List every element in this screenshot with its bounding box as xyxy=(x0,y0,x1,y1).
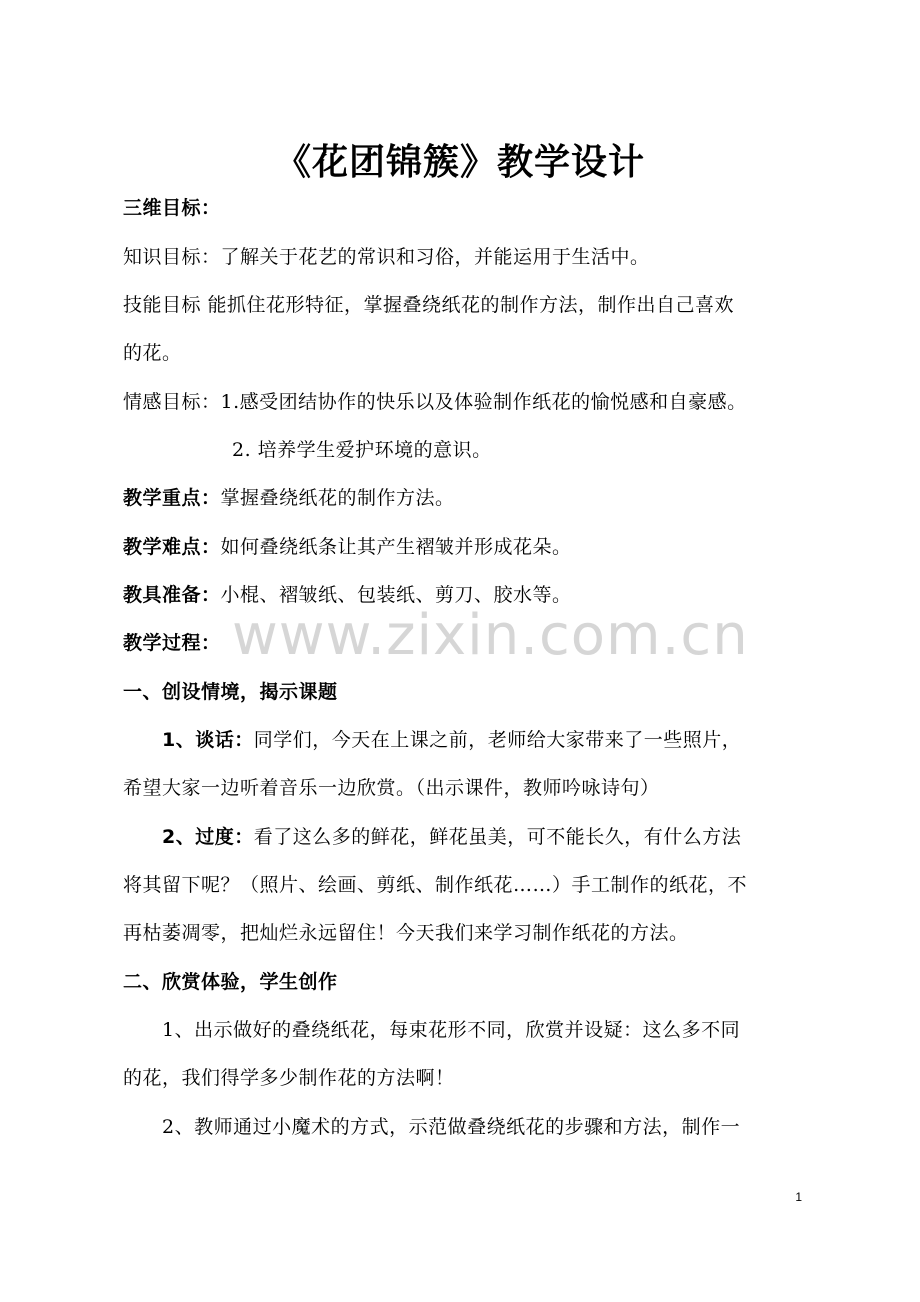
s1-p1-text: 同学们，今天在上课之前，老师给大家带来了一些照片， xyxy=(253,729,742,751)
s1-p2-line2: 将其留下呢？（照片、绘画、剪纸、制作纸花……）手工制作的纸花，不 xyxy=(123,874,748,896)
tools-label: 教具准备： xyxy=(123,584,221,606)
process-label: 教学过程： xyxy=(123,632,221,654)
key-point-label: 教学重点： xyxy=(123,487,221,509)
goals-heading: 三维目标： xyxy=(123,197,221,219)
s2-p2-line1: 2、教师通过小魔术的方式，示范做叠绕纸花的步骤和方法，制作一 xyxy=(162,1116,741,1138)
document-title: 《花团锦簇》教学设计 xyxy=(274,142,645,183)
key-point xyxy=(123,483,813,510)
s1-paragraph1 xyxy=(162,725,852,752)
s1-p1-label: 1、谈话： xyxy=(162,729,254,751)
s1-p2-line3: 再枯萎凋零，把灿烂永远留住！今天我们来学习制作纸花的方法。 xyxy=(123,922,689,944)
key-point-text: 掌握叠绕纸花的制作方法。 xyxy=(220,487,455,509)
s2-p1-line1: 1、出示做好的叠绕纸花，每束花形不同，欣赏并设疑：这么多不同 xyxy=(162,1019,741,1041)
watermark: www.zixin.com.cn xyxy=(232,603,749,668)
difficulty-label: 教学难点： xyxy=(123,536,221,558)
s2-p1-line2: 的花，我们得学多少制作花的方法啊！ xyxy=(123,1067,455,1089)
emotion-goal-line2: 2. 培养学生爱护环境的意识。 xyxy=(232,439,492,461)
tools-text: 小棍、褶皱纸、包装纸、剪刀、胶水等。 xyxy=(220,584,572,606)
section2-heading: 二、欣赏体验，学生创作 xyxy=(123,971,338,993)
knowledge-goal: 知识目标：了解关于花艺的常识和习俗，并能运用于生活中。 xyxy=(123,246,650,268)
s1-p2-text: 看了这么多的鲜花，鲜花虽美，可不能长久，有什么方法 xyxy=(253,826,742,848)
difficulty xyxy=(123,532,813,559)
page-number: 1 xyxy=(795,1190,802,1204)
s1-p2-label: 2、过度： xyxy=(162,826,254,848)
emotion-goal-line1: 情感目标：1.感受团结协作的快乐以及体验制作纸花的愉悦感和自豪感。 xyxy=(123,391,747,413)
skill-goal-line2: 的花。 xyxy=(123,342,182,364)
s1-p1-line2: 希望大家一边听着音乐一边欣赏。（出示课件，教师吟咏诗句） xyxy=(123,777,660,799)
skill-goal-line1: 技能目标 能抓住花形特征，掌握叠绕纸花的制作方法，制作出自己喜欢 xyxy=(123,294,735,316)
section1-heading: 一、创设情境，揭示课题 xyxy=(123,681,338,703)
s1-paragraph2 xyxy=(162,822,852,849)
difficulty-text: 如何叠绕纸条让其产生褶皱并形成花朵。 xyxy=(220,536,572,558)
